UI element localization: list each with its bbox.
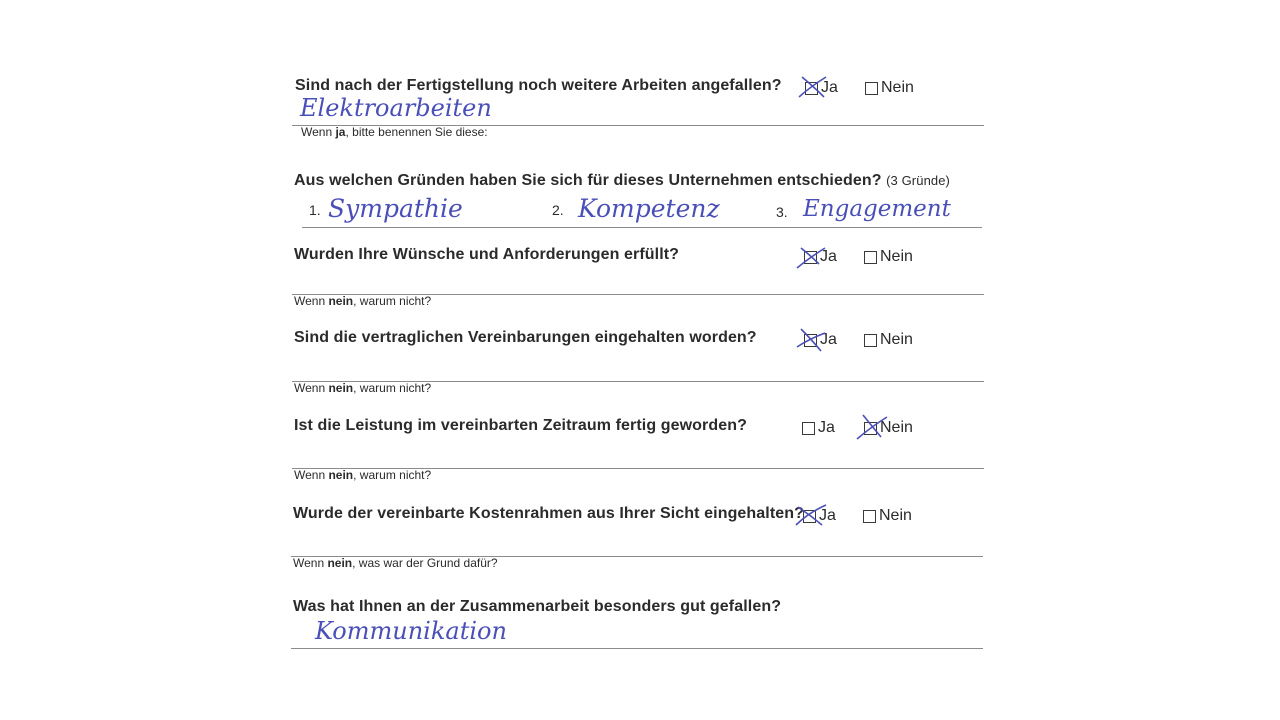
q1-handwritten-answer: Elektroarbeiten [300,94,492,122]
q5-subtext: Wenn nein, warum nicht? [294,468,432,482]
reason-1-number: 1. [309,202,321,218]
q5-no-label: Nein [880,419,913,436]
q6-no-option[interactable] [863,507,912,525]
q3-yes-label: Ja [820,248,837,265]
q4-no-label: Nein [880,331,913,348]
q4-yes-label: Ja [820,331,837,348]
question-3: Wurden Ihre Wünsche und Anforderungen erfüllt? [294,246,680,263]
q6-yes-option[interactable] [803,507,836,525]
q4-yes-checkbox[interactable] [804,334,817,347]
question-6: Wurde der vereinbarte Kostenrahmen aus Ihrer Sicht eingehalten? [293,505,805,522]
reason-2-handwritten: Kompetenz [578,194,720,223]
reason-3-handwritten: Engagement [803,196,951,222]
q3-yes-option[interactable] [804,248,837,266]
q1-yes-label: Ja [821,79,838,96]
question-4: Sind die vertraglichen Vereinbarungen eingehalten worden? [294,329,757,346]
q1-no-label: Nein [881,79,914,96]
question-5: Ist die Leistung im vereinbarten Zeitraum fertig geworden? [294,417,747,434]
q7-answer-line [291,648,983,649]
q6-yes-checkbox[interactable] [803,510,816,523]
q7-handwritten-answer: Kommunikation [315,617,507,645]
q5-no-option[interactable] [864,419,913,437]
question-2: Aus welchen Gründen haben Sie sich für dieses Unternehmen entschieden? (3 Gründe) [294,172,950,189]
q3-subtext: Wenn nein, warum nicht? [294,294,432,308]
q2-answer-line [302,227,982,228]
q3-no-checkbox[interactable] [864,251,877,264]
q1-no-option[interactable] [865,79,914,97]
question-7: Was hat Ihnen an der Zusammenarbeit besonders gut gefallen? [293,598,782,615]
q6-yes-label: Ja [819,507,836,524]
q1-subtext: Wenn ja, bitte benennen Sie diese: [301,125,488,139]
q6-subtext: Wenn nein, was war der Grund dafür? [293,556,498,570]
q5-yes-option[interactable] [802,419,835,437]
q4-no-option[interactable] [864,331,913,349]
q4-subtext: Wenn nein, warum nicht? [294,381,432,395]
reason-1-handwritten: Sympathie [328,194,463,223]
q3-yes-checkbox[interactable] [804,251,817,264]
q3-no-option[interactable] [864,248,913,266]
reason-2-number: 2. [552,202,564,218]
q3-no-label: Nein [880,248,913,265]
q1-no-checkbox[interactable] [865,82,878,95]
q1-yes-option[interactable] [805,79,838,97]
q5-yes-checkbox[interactable] [802,422,815,435]
q6-no-checkbox[interactable] [863,510,876,523]
q4-no-checkbox[interactable] [864,334,877,347]
q1-yes-checkbox[interactable] [805,82,818,95]
q5-no-checkbox[interactable] [864,422,877,435]
q5-yes-label: Ja [818,419,835,436]
question-1: Sind nach der Fertigstellung noch weitere Arbeiten angefallen? [295,77,782,94]
q4-yes-option[interactable] [804,331,837,349]
reason-3-number: 3. [776,204,788,220]
q6-no-label: Nein [879,507,912,524]
